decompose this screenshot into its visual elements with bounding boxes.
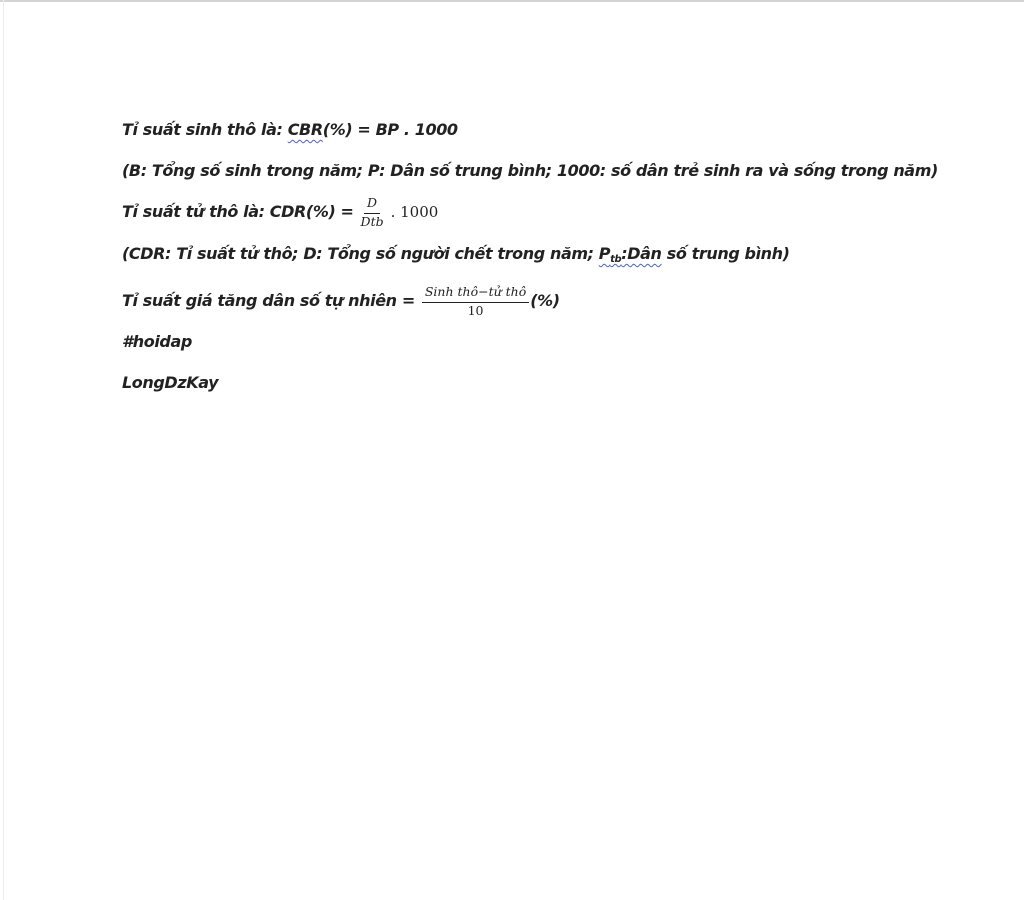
natural-increase-rest: (%) bbox=[530, 291, 560, 310]
natural-increase-fraction-numerator: Sinh thô−tử thô bbox=[422, 285, 529, 302]
population-symbol-rest: :Dân bbox=[621, 244, 662, 263]
line-signature bbox=[122, 362, 982, 403]
cdr-legend-rest: số trung bình) bbox=[661, 244, 790, 263]
cbr-legend-text: (B: Tổng số sinh trong năm; P: Dân số trung bình; 1000: số dân trẻ sinh ra và sống trong năm) bbox=[122, 161, 938, 180]
page-left-border bbox=[3, 0, 4, 900]
natural-increase-fraction-denominator: 10 bbox=[467, 302, 484, 318]
cdr-fraction bbox=[361, 196, 384, 229]
cdr-fraction-numerator: D bbox=[364, 196, 380, 213]
cbr-formula-label: Tỉ suất sinh thô là: bbox=[122, 120, 288, 139]
hashtag-text: #hoidap bbox=[122, 332, 192, 351]
cdr-fraction-denominator: Dtb bbox=[360, 213, 384, 229]
natural-increase-fraction bbox=[422, 285, 529, 318]
population-symbol-base: P bbox=[598, 244, 611, 263]
cbr-formula-rest: (%) = BP . 1000 bbox=[322, 120, 458, 139]
line-cbr-formula bbox=[122, 109, 982, 150]
line-cdr-legend bbox=[122, 233, 982, 280]
cdr-legend-misspelled-group bbox=[599, 244, 662, 263]
line-hashtag bbox=[122, 321, 982, 362]
cdr-formula-rest: . 1000 bbox=[390, 203, 439, 221]
cdr-legend-label: (CDR: Tỉ suất tử thô; D: Tổng số người chết trong năm; bbox=[122, 244, 599, 263]
line-cdr-formula bbox=[122, 191, 982, 233]
population-symbol-subscript: tb bbox=[610, 254, 622, 265]
page-top-border bbox=[0, 0, 1024, 2]
cdr-formula-label: Tỉ suất tử thô là: CDR(%) = bbox=[122, 202, 354, 221]
line-cbr-legend bbox=[122, 150, 982, 191]
cbr-misspelled-word: CBR bbox=[287, 120, 323, 139]
natural-increase-label: Tỉ suất giá tăng dân số tự nhiên = bbox=[122, 291, 415, 310]
document-body bbox=[122, 109, 982, 403]
line-natural-increase-formula bbox=[122, 280, 982, 321]
signature-text: LongDzKay bbox=[122, 373, 219, 392]
